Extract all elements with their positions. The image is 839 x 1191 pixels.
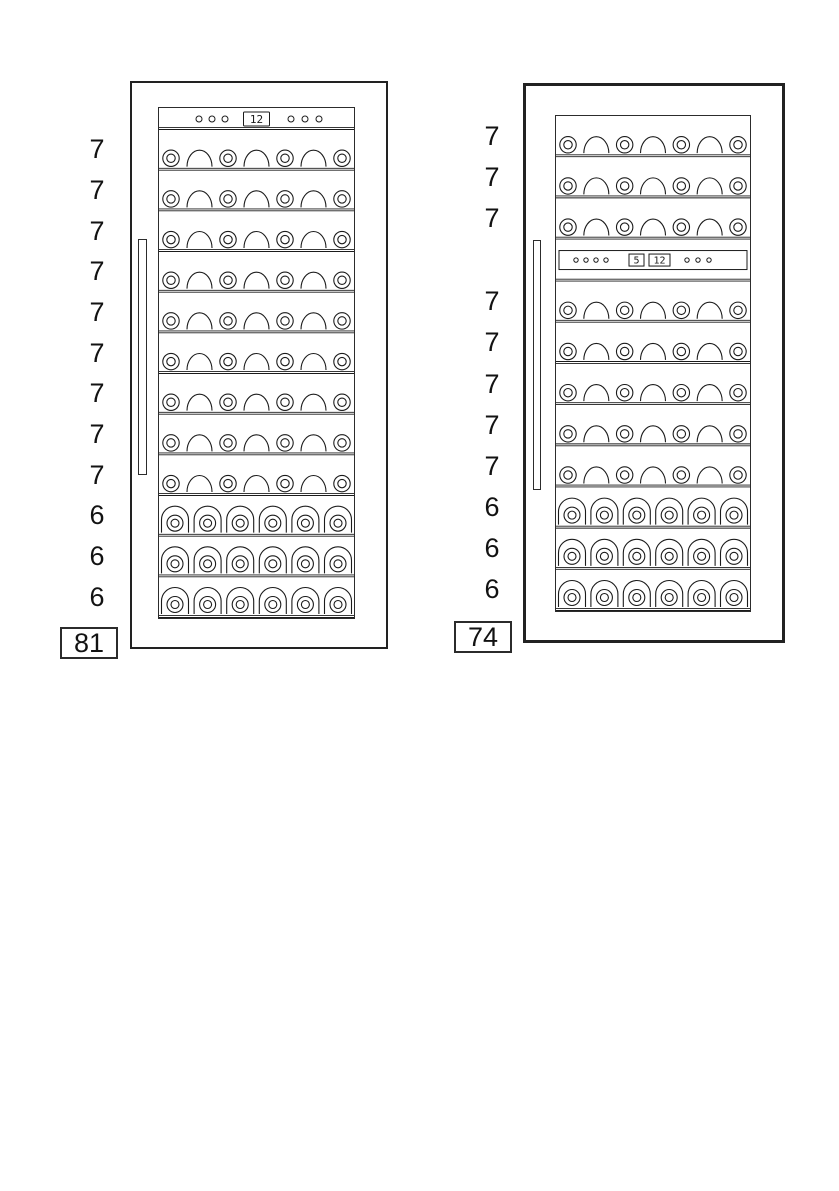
bottle xyxy=(163,313,179,329)
shelf-capacity-label: 6 xyxy=(484,492,500,523)
bottle xyxy=(162,506,189,532)
bottle xyxy=(584,426,609,442)
bottle xyxy=(721,539,748,566)
bottle xyxy=(591,539,618,566)
bottle xyxy=(325,547,352,574)
bottle xyxy=(163,475,179,491)
bottle xyxy=(641,426,666,443)
shelf-capacity-label: 7 xyxy=(89,175,105,205)
bottle xyxy=(244,394,269,411)
bottle xyxy=(334,191,350,207)
bottle xyxy=(301,394,326,411)
shelf-row xyxy=(559,539,748,566)
shelf-row xyxy=(163,231,350,248)
shelf-capacity-label: 7 xyxy=(89,459,105,490)
bottle xyxy=(673,384,689,400)
shelf-row xyxy=(162,547,352,574)
shelf-capacity-label: 6 xyxy=(484,533,500,564)
bottle xyxy=(616,384,632,400)
bottle xyxy=(163,272,179,288)
bottle xyxy=(220,272,236,288)
bottle xyxy=(220,150,236,166)
bottle xyxy=(187,313,212,329)
shelf-capacity-label: 7 xyxy=(89,256,105,287)
shelf-capacity-label: 7 xyxy=(484,409,500,440)
bottle xyxy=(673,137,689,153)
bottle xyxy=(641,343,666,359)
bottle xyxy=(334,435,350,451)
bottle xyxy=(194,547,221,574)
bottle xyxy=(301,191,326,208)
power-button xyxy=(196,116,202,122)
bottle xyxy=(560,384,576,400)
bottle xyxy=(244,191,269,208)
bottle xyxy=(688,498,715,525)
bottle xyxy=(697,385,722,401)
bottle xyxy=(730,178,746,194)
right-cabinet-interior xyxy=(556,116,750,611)
bottle xyxy=(721,498,748,525)
bottle xyxy=(673,467,689,483)
bottle xyxy=(697,426,722,443)
celsius-indicator xyxy=(707,258,711,262)
bottle xyxy=(641,178,666,195)
bottle xyxy=(244,435,269,451)
shelf-row xyxy=(560,343,746,360)
bottle xyxy=(721,581,748,608)
bottle xyxy=(623,498,650,525)
left-cabinet-door-handle xyxy=(138,239,147,475)
lower-zone-value: 12 xyxy=(653,255,666,267)
bottle xyxy=(730,426,746,442)
bottle xyxy=(325,506,352,532)
right-cabinet-door-handle xyxy=(533,240,541,490)
shelf-capacity-label: 7 xyxy=(89,337,105,368)
bottle xyxy=(584,343,609,359)
bottle xyxy=(334,313,350,329)
bottle xyxy=(623,539,650,566)
bottle xyxy=(187,272,212,288)
shelf-row xyxy=(560,384,746,401)
shelf-row xyxy=(162,588,352,615)
left-cabinet-total-capacity: 81 xyxy=(60,627,118,659)
bottle xyxy=(301,272,326,289)
bottle xyxy=(697,178,722,195)
bottle xyxy=(301,150,326,167)
bottle xyxy=(162,547,189,574)
shelf-capacity-label: 7 xyxy=(89,215,105,246)
bottle xyxy=(641,467,666,484)
bottle xyxy=(697,467,722,484)
bottle xyxy=(688,539,715,566)
bottle xyxy=(163,353,179,369)
shelf-capacity-label: 6 xyxy=(484,574,500,605)
bottle xyxy=(730,467,746,483)
shelf-capacity-label: 7 xyxy=(89,378,105,409)
right-cabinet-total-capacity: 74 xyxy=(454,621,512,653)
bottle xyxy=(584,219,609,235)
bottle xyxy=(584,178,609,194)
bottle xyxy=(187,232,212,248)
bottle xyxy=(163,191,179,207)
bottle xyxy=(220,353,236,369)
upper-zone-value: 5 xyxy=(633,255,640,267)
bottle xyxy=(187,354,212,370)
bottle xyxy=(584,137,609,153)
bottle xyxy=(163,150,179,166)
bottle xyxy=(688,581,715,608)
bottle xyxy=(277,353,293,369)
shelf-capacity-label: 6 xyxy=(89,581,105,612)
bottle xyxy=(277,150,293,166)
celsius-indicator xyxy=(316,116,322,122)
temperature-value: 12 xyxy=(249,113,264,126)
bottle xyxy=(301,435,326,451)
bottle xyxy=(301,354,326,371)
bottle xyxy=(656,539,683,566)
bottle xyxy=(673,302,689,318)
control-panel xyxy=(196,112,322,126)
bottle xyxy=(325,588,352,615)
bottle xyxy=(292,588,319,615)
light-button xyxy=(209,116,215,122)
bottle xyxy=(194,588,221,615)
bottle xyxy=(277,394,293,410)
bottle xyxy=(277,475,293,491)
bottle xyxy=(616,219,632,235)
bottle xyxy=(560,467,576,483)
bottle xyxy=(334,150,350,166)
bottle xyxy=(584,467,609,483)
bottle xyxy=(560,302,576,318)
shelf-capacity-label: 7 xyxy=(484,161,500,192)
bottle xyxy=(220,394,236,410)
bottle xyxy=(194,506,221,532)
shelf-capacity-label: 7 xyxy=(484,202,500,233)
right-cabinet-glass-door xyxy=(555,115,751,612)
bottle xyxy=(259,588,286,615)
bottle xyxy=(560,343,576,359)
shelf-row xyxy=(163,435,350,452)
shelf-row xyxy=(559,498,748,525)
bottle xyxy=(244,232,269,249)
shelf-capacity-label: 7 xyxy=(484,286,500,317)
bottle xyxy=(584,302,609,318)
bottle xyxy=(641,219,666,236)
bottle xyxy=(616,178,632,194)
bottle xyxy=(163,435,179,451)
left-cabinet-interior xyxy=(159,108,354,618)
bottle xyxy=(227,547,254,574)
bottle xyxy=(301,476,326,493)
bottle xyxy=(187,191,212,207)
bottle xyxy=(220,191,236,207)
bottle xyxy=(560,178,576,194)
bottle xyxy=(301,313,326,329)
bottle xyxy=(560,219,576,235)
bottle xyxy=(244,272,269,289)
bottle xyxy=(641,302,666,319)
shelf-capacity-label: 7 xyxy=(484,368,500,399)
bottle xyxy=(697,343,722,359)
bottle xyxy=(560,426,576,442)
bottle xyxy=(673,426,689,442)
shelf-capacity-label: 7 xyxy=(89,419,105,449)
temp-down-button xyxy=(302,116,308,122)
bottle xyxy=(616,302,632,318)
power-button xyxy=(574,258,578,262)
bottle xyxy=(730,384,746,400)
bottle xyxy=(244,313,269,329)
shelf-capacity-label: 7 xyxy=(484,120,500,151)
bottle xyxy=(187,435,212,451)
bottle xyxy=(244,150,269,167)
bottle xyxy=(673,178,689,194)
bottle xyxy=(163,231,179,247)
shelf-row xyxy=(559,581,748,608)
shelf-row xyxy=(560,467,746,484)
bottle xyxy=(616,426,632,442)
bottle xyxy=(616,137,632,153)
bottle xyxy=(697,302,722,319)
bottle xyxy=(163,394,179,410)
shelf-row xyxy=(163,191,350,208)
temp-up-button xyxy=(594,258,598,262)
bottle xyxy=(656,498,683,525)
shelf-capacity-label: 6 xyxy=(89,541,105,571)
shelf-row xyxy=(163,272,350,289)
bottle xyxy=(259,547,286,574)
bottle xyxy=(591,581,618,608)
shelf-row xyxy=(560,302,746,319)
shelf-row xyxy=(163,313,350,330)
temp-up-button xyxy=(288,116,294,122)
bottle xyxy=(623,581,650,608)
bottle xyxy=(292,547,319,574)
bottle xyxy=(673,219,689,235)
bottle xyxy=(220,435,236,451)
bottle xyxy=(277,191,293,207)
bottle xyxy=(220,475,236,491)
bottle xyxy=(656,581,683,608)
bottle xyxy=(559,498,586,525)
shelf-capacity-label: 7 xyxy=(484,450,500,481)
bottle xyxy=(641,137,666,154)
bottle xyxy=(616,343,632,359)
shelf-row xyxy=(560,178,746,195)
bottle xyxy=(227,506,254,532)
bottle xyxy=(730,219,746,235)
bottle xyxy=(187,394,212,410)
bottle xyxy=(277,231,293,247)
bottle xyxy=(187,476,212,492)
shelf-row xyxy=(560,137,746,154)
bottle xyxy=(730,302,746,318)
bottle xyxy=(277,435,293,451)
bottle xyxy=(259,506,286,532)
shelf-capacity-label: 6 xyxy=(89,500,105,531)
bottle xyxy=(673,343,689,359)
shelf-row xyxy=(163,150,350,167)
temp-down-button xyxy=(604,258,608,262)
bottle xyxy=(730,343,746,359)
bottle xyxy=(187,150,212,166)
shelf-row xyxy=(163,475,350,492)
bottle xyxy=(244,476,269,493)
lock-button xyxy=(696,258,700,262)
bottle xyxy=(277,272,293,288)
mode-button xyxy=(222,116,228,122)
bottle xyxy=(697,137,722,154)
shelf-row xyxy=(163,394,350,411)
bottle xyxy=(292,506,319,532)
left-cabinet-glass-door xyxy=(158,107,355,619)
shelf-capacity-label: 7 xyxy=(89,297,105,327)
bottle xyxy=(244,354,269,371)
bottle xyxy=(220,313,236,329)
bottle xyxy=(334,353,350,369)
bottle xyxy=(334,394,350,410)
light-button xyxy=(584,258,588,262)
shelf-row xyxy=(560,426,746,443)
bottle xyxy=(277,313,293,329)
bottle xyxy=(697,219,722,236)
bottle xyxy=(559,539,586,566)
bottle xyxy=(334,272,350,288)
bottle xyxy=(560,137,576,153)
bottle xyxy=(334,475,350,491)
bottle xyxy=(584,385,609,401)
control-panel xyxy=(559,251,747,270)
bottle xyxy=(220,231,236,247)
shelf-capacity-label: 7 xyxy=(89,134,105,165)
bottle xyxy=(616,467,632,483)
shelf-capacity-label: 7 xyxy=(484,327,500,358)
bottle xyxy=(730,137,746,153)
bottle xyxy=(301,232,326,249)
shelf-row xyxy=(560,219,746,236)
shelf-row xyxy=(163,353,350,370)
bottle xyxy=(162,588,189,615)
bottle xyxy=(227,588,254,615)
bottle xyxy=(641,385,666,401)
bottle xyxy=(559,581,586,608)
bottle xyxy=(334,231,350,247)
zone-button xyxy=(685,258,689,262)
shelf-row xyxy=(162,506,352,532)
bottle xyxy=(591,498,618,525)
